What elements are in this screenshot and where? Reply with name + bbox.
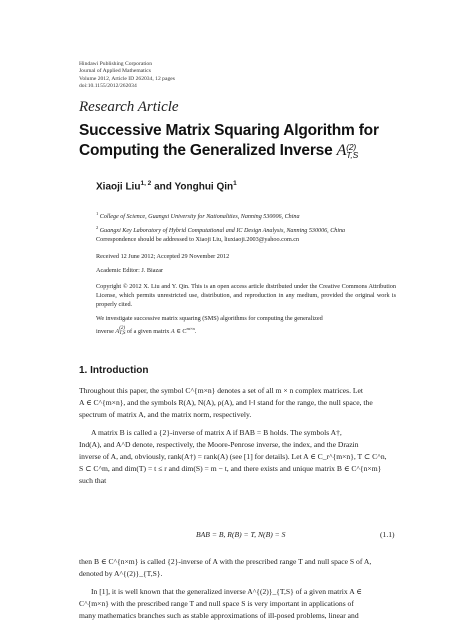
- affiliations: [96, 209, 345, 236]
- author-2: Yonghui Qin: [174, 181, 234, 193]
- abstract-math: A: [170, 327, 175, 335]
- title-line-2: [79, 141, 379, 161]
- title-math-sup: (2): [346, 141, 356, 152]
- affiliation-2: [96, 223, 345, 237]
- body-line: C^{m×n} with the prescribed range T and null space S is very important in applications of: [79, 598, 354, 608]
- dates: Received 12 June 2012; Accepted 29 November 2012: [96, 253, 230, 260]
- body-line: then B ∈ C^{n×m} is called {2}-inverse of A with the prescribed range T and null space S of A,: [79, 557, 372, 566]
- abstract-text: inverse: [96, 327, 116, 335]
- author-2-affil: 1: [233, 180, 237, 187]
- body-line: many mathematics branches such as stable approximations of ill-posed problems, linear and: [79, 610, 359, 620]
- title-line-1: Successive Matrix Squaring Algorithm for: [79, 122, 379, 139]
- abstract-math-sup: m×n: [186, 325, 195, 331]
- correspondence: Correspondence should be addressed to Xiaoji Liu, liuxiaoji.2003@yahoo.com.cn: [96, 236, 300, 243]
- title-math-sub: T,S: [346, 149, 359, 160]
- title-math-symbol: A: [336, 142, 347, 159]
- author-1: Xiaoji Liu: [96, 181, 141, 193]
- abstract-text: .: [194, 327, 197, 335]
- title-math-scripts: [346, 143, 358, 159]
- body-line: A matrix B is called a {2}-inverse of matrix A if BAB = B holds. The symbols A†,: [91, 428, 342, 437]
- abstract-line-2: [96, 324, 396, 337]
- abstract-math-sub: T,S: [119, 331, 126, 337]
- intro-paragraph-1: [79, 385, 398, 421]
- body-line: Throughout this paper, the symbol C^{m×n} denotes a set of all m × n complex matrices. Let: [79, 386, 363, 395]
- copyright-notice: Copyright © 2012 X. Liu and Y. Qin. This is an open access article distributed under the Creative Commons Attribution License, which permits unrestricted use, distribution, and reproduction in any medium, provided the original work is properly cited.: [96, 283, 396, 309]
- body-line: A ∈ C^{m×n}, and the symbols R(A), N(A), ρ(A), and ‖·‖ stand for the range, the null space, the: [79, 397, 373, 407]
- affiliation-mark: 2: [96, 224, 99, 230]
- body-line: denoted by A^{(2)}_{T,S}.: [79, 568, 163, 578]
- body-line: spectrum of matrix A, and the matrix norm, respectively.: [79, 409, 252, 419]
- article-type: Research Article: [79, 99, 179, 115]
- affiliation-mark: 1: [96, 211, 99, 216]
- body-line: S ⊂ C^m, and dim(T) = t ≤ r and dim(S) = m − t, and there exists and unique matrix B ∈ C^{n×m}: [79, 463, 382, 473]
- authors: [96, 180, 237, 192]
- body-line: Ind(A), and A^D denote, respectively, the Moore-Penrose inverse, the index, and the Drazin: [79, 439, 359, 449]
- author-conjunction: and: [151, 181, 175, 193]
- abstract-math-sup: (2): [119, 326, 126, 332]
- intro-paragraph-3: [79, 556, 398, 580]
- doi-line: doi:10.1155/2012/262034: [79, 82, 137, 89]
- abstract-line-1: We investigate successive matrix squaring (SMS) algorithms for computing the generalized: [96, 315, 323, 322]
- section-heading: 1. Introduction: [79, 365, 149, 376]
- body-line: inverse of A, and, obviously, rank(A†) = rank(A) (see [1] for details). Let A ∈ C_r^{m×n}, T ⊂ C^n,: [79, 451, 387, 461]
- abstract-math: A: [115, 327, 120, 335]
- journal-header: [79, 61, 175, 90]
- abstract-text: of a given matrix: [125, 327, 171, 335]
- abstract-math: ∈ C: [174, 327, 187, 335]
- affiliation-text: Guangxi Key Laboratory of Hybrid Computational and IC Design Analysis, Nanning 530006, China: [98, 227, 346, 234]
- journal-line: Journal of Applied Mathematics: [79, 68, 151, 75]
- paper-title: [79, 121, 379, 161]
- title-line-2-text: Computing the Generalized Inverse: [79, 142, 337, 159]
- author-1-affil: 1, 2: [140, 180, 152, 187]
- body-line: In [1], it is well known that the generalized inverse A^{(2)}_{T,S} of a given matrix A ∈: [91, 587, 362, 596]
- equation-1-1: BAB = B, R(B) = T, N(B) = S: [196, 530, 286, 539]
- publisher-line: Hindawi Publishing Corporation: [79, 61, 153, 67]
- body-line: such that: [79, 475, 107, 485]
- volume-line: Volume 2012, Article ID 262034, 12 pages: [79, 75, 175, 82]
- intro-paragraph-2: [79, 427, 398, 487]
- affiliation-1: [96, 209, 345, 223]
- equation-number: (1.1): [380, 530, 395, 539]
- intro-paragraph-4: [79, 586, 398, 622]
- academic-editor: Academic Editor: J. Biazar: [96, 267, 164, 274]
- affiliation-text: College of Science, Guangxi University for Nationalities, Nanning 530006, China: [98, 214, 300, 221]
- abstract: [96, 314, 396, 336]
